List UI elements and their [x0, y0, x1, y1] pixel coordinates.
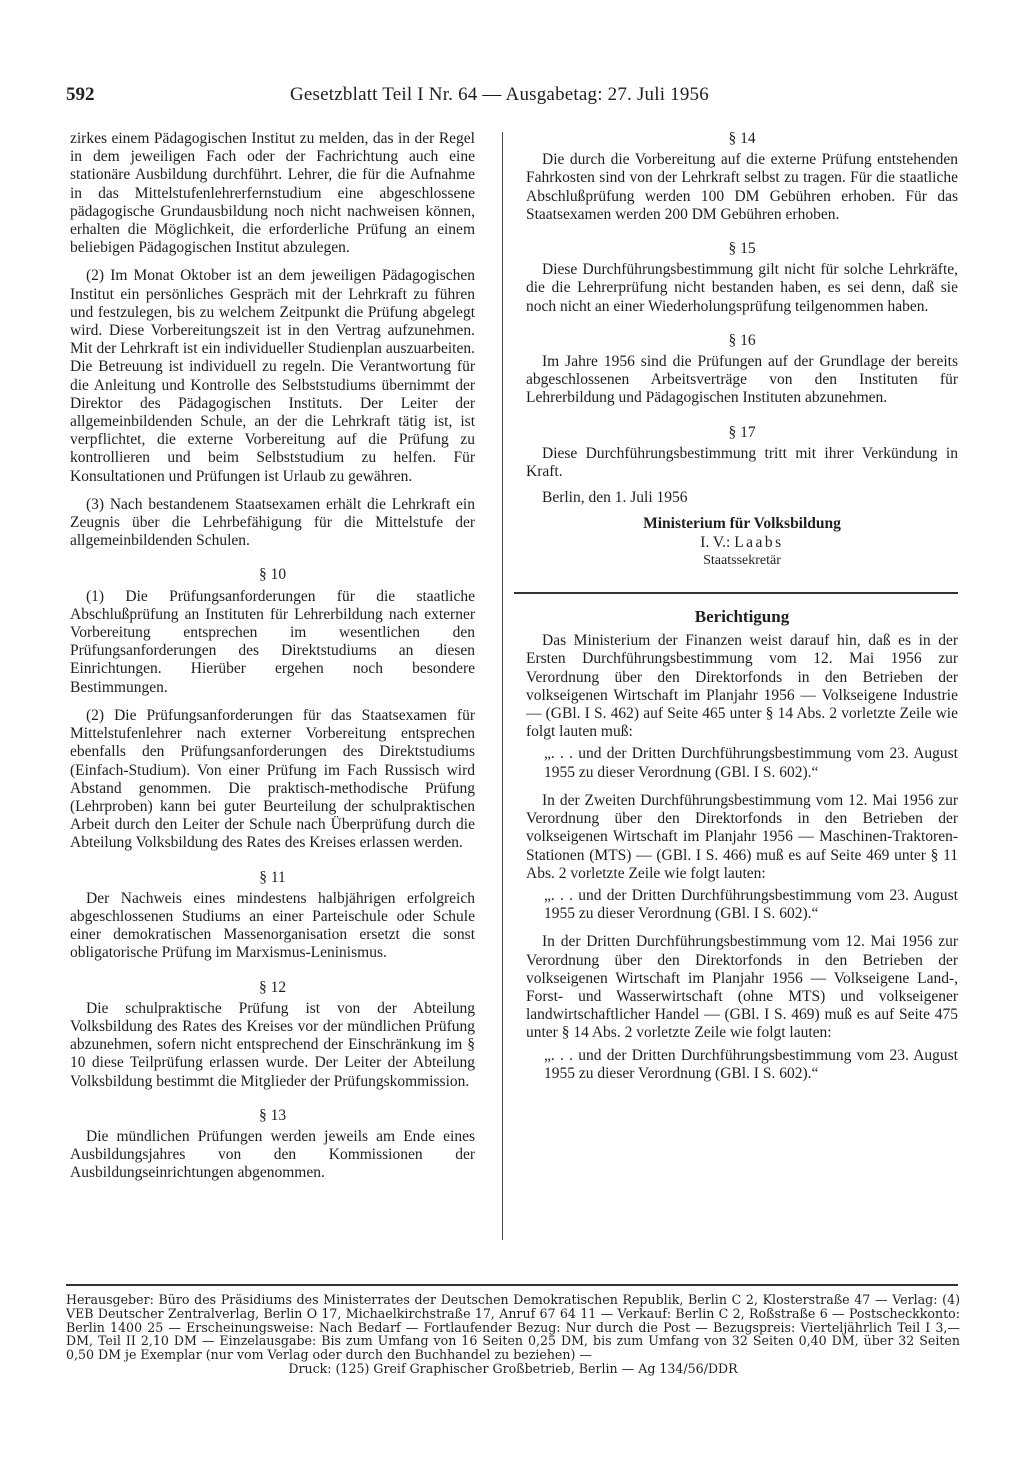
signature-prefix: I. V.:: [700, 533, 731, 551]
section-10-paragraph-2: (2) Die Prüfungsanforderungen für das Staatsexamen für Mittelstufenlehrer nach externer Vorbereitung entsprechen ebenfalls den Prüfungsanforderungen des Direktstudiums (Einfach-Studium). Von einer Prüfung im Fach Russisch wird Abstand genommen. Die praktisch-methodische Prüfung (Lehrproben) kann bei guter Beurteilung der schulpraktischen Arbeit durch den Leiter der Schule nach Überprüfung durch die Abteilung Volksbildung des Rates des Kreises erlassen werden.: [70, 706, 475, 852]
paragraph-2: (2) Im Monat Oktober ist an dem jeweiligen Pädagogischen Institut ein persönliches Gespräch mit der Lehrkraft zu führen und festzulegen, bis zu welchem Zeitpunkt die Prüfung abgelegt wird. Diese Vorbereitungszeit ist in den Vertrag aufzunehmen. Mit der Lehrkraft ist ein individueller Studienplan auszuarbeiten. Die Betreuung ist individuell zu regeln. Die Verantwortung für die Anleitung und Kontrolle des Selbststudiums übernimmt der Direktor des Pädagogischen Instituts. Der Leiter der allgemeinbildenden Schule, an der die Lehrkraft tätig ist, ist verpflichtet, die externe Vorbereitung auf die Prüfung zu kontrollieren und beim Selbststudium zu helfen. Für Konsultationen und Prüfungen ist Urlaub zu gewähren.: [70, 267, 475, 485]
section-15-paragraph: Diese Durchführungsbestimmung gilt nicht für solche Lehrkräfte, die die Lehrerprüfung nicht bestanden haben, es sei denn, daß sie noch nicht an einer Wiederholungsprüfung teilgenommen haben.: [526, 261, 958, 315]
berichtigung-quote-1: „. . . und der Dritten Durchführungsbestimmung vom 23. August 1955 zu dieser Verordnung (GBl. I S. 602).“: [544, 745, 958, 781]
paragraph-continuation: zirkes einem Pädagogischen Institut zu melden, das in der Regel in dem jeweiligen Fach oder der Fachrichtung auch eine stationäre Ausbildung durchführt. Lehrer, die für die Aufnahme in das Mittelstufenlehrerfernstudium eine abgeschlossene pädagogische Grundausbildung noch nicht nachweisen können, erhalten die Möglichkeit, die erforderliche Prüfung an einem beliebigen Pädagogischen Institut abzulegen.: [70, 130, 475, 257]
section-17-heading: § 17: [728, 423, 756, 441]
signatory-name: Laabs: [734, 533, 784, 551]
section-10-paragraph-1: (1) Die Prüfungsanforderungen für die staatliche Abschlußprüfung an Instituten für Lehrerbildung nach externer Vorbereitung entsprechen im wesentlichen den Prüfungsanforderungen des Direktstudiums an diesen Einrichtungen. Hierüber ergehen noch besondere Bestimmungen.: [70, 587, 475, 696]
paragraph-3: (3) Nach bestandenem Staatsexamen erhält die Lehrkraft ein Zeugnis über die Lehrbefähigung für die Mittelstufe der allgemeinbildenden Schulen.: [70, 495, 475, 550]
imprint-footer: [66, 1293, 960, 1376]
section-12-paragraph: Die schulpraktische Prüfung ist von der Abteilung Volksbildung des Rates des Kreises vor der mündlichen Prüfung abzunehmen, sofern nicht entsprechend der Einschränkung im § 10 diese Teilprüfung erlassen wurde. Der Leiter der Abteilung Volksbildung bestimmt die Mitglieder der Prüfungskommission.: [70, 999, 475, 1090]
section-14-paragraph: Die durch die Vorbereitung auf die externe Prüfung entstehenden Fahrkosten sind von der Lehrkraft selbst zu tragen. Für die staatliche Abschlußprüfung werden 100 DM Gebühren erhoben. Für das Staatsexamen werden 200 DM Gebühren erhoben.: [526, 151, 958, 223]
section-17-paragraph: Diese Durchführungsbestimmung tritt mit ihrer Verkündung in Kraft.: [526, 444, 958, 481]
signature-line: [526, 534, 958, 552]
berichtigung-title: Berichtigung: [694, 607, 790, 627]
berichtigung-quote-3: „. . . und der Dritten Durchführungsbestimmung vom 23. August 1955 zu dieser Verordnung (GBl. I S. 602).“: [544, 1046, 958, 1082]
section-12-heading: § 12: [258, 978, 287, 996]
section-11-paragraph: Der Nachweis eines mindestens halbjährigen erfolgreich abgeschlossenen Studiums an einer Parteischule oder Schule einer demokratischen Massenorganisation ersetzt die sonst obligatorische Prüfung im Marxismus-Leninismus.: [70, 889, 475, 962]
footer-rule: [66, 1284, 958, 1286]
header-title: Gesetzblatt Teil I Nr. 64 — Ausgabetag: 27. Juli 1956: [290, 84, 709, 105]
imprint-print-line: Druck: (125) Greif Graphischer Großbetrieb, Berlin — Ag 134/56/DDR: [288, 1360, 738, 1376]
section-10-heading: § 10: [258, 566, 287, 584]
berichtigung-paragraph-1: Das Ministerium der Finanzen weist darauf hin, daß es in der Ersten Durchführungsbestimmung vom 12. Mai 1956 zur Verordnung über den Direktorfonds in den Betrieben der volkseigenen Wirtschaft im Planjahr 1956 — Volkseigene Industrie — (GBl. I S. 462) auf Seite 465 unter § 14 Abs. 2 vorletzte Zeile wie folgt lauten muß:: [526, 632, 958, 741]
section-14-heading: § 14: [728, 130, 756, 147]
berichtigung-quote-2: „. . . und der Dritten Durchführungsbestimmung vom 23. August 1955 zu dieser Verordnung (GBl. I S. 602).“: [544, 886, 958, 923]
column-divider: [502, 132, 503, 1240]
signatory-role: Staatssekretär: [703, 552, 781, 568]
place-and-date: Berlin, den 1. Juli 1956: [542, 489, 688, 507]
section-15-heading: § 15: [728, 240, 756, 258]
section-11-heading: § 11: [259, 868, 286, 886]
berichtigung-paragraph-3: In der Dritten Durchführungsbestimmung vom 12. Mai 1956 zur Verordnung über den Direktorfonds in den Betrieben der volkseigenen Wirtschaft im Planjahr 1956 — Volkseigene Land-, Forst- und Wasserwirtschaft (ohne MTS) und volkseigener landwirtschaftlicher Handel — (GBl. I S. 469) muß es auf Seite 475 unter § 14 Abs. 2 vorletzte Zeile wie folgt lauten:: [526, 933, 958, 1042]
section-13-paragraph: Die mündlichen Prüfungen werden jeweils am Ende eines Ausbildungsjahres von den Kommissionen der Ausbildungseinrichtungen abgenommen.: [70, 1127, 475, 1182]
section-16-paragraph: Im Jahre 1956 sind die Prüfungen auf der Grundlage der bereits abgeschlossenen Arbeitsverträge von den Instituten für Lehrerbildung und Pädagogischen Instituten abzunehmen.: [526, 353, 958, 407]
section-rule: [514, 592, 958, 594]
page-header: [66, 84, 958, 114]
section-13-heading: § 13: [258, 1106, 287, 1124]
right-column: [526, 130, 958, 1083]
page-number: 592: [66, 84, 95, 105]
imprint-text: Herausgeber: Büro des Präsidiums des Ministerrates der Deutschen Demokratischen Republik, Berlin C 2, Klosterstraße 47 — Verlag: (4) VEB Deutscher Zentralverlag, Berlin O 17, Michaelkirchstraße 17, Anruf 67 64 11 — Verkauf: Berlin C 2, Roßstraße 6 — Postscheckkonto: Berlin 1400 25 — Erscheinungsweise: Nach Bedarf — Fortlaufender Bezug: Nur durch die Post — Bezugspreis: Vierteljährlich Teil I 3,— DM, Teil II 2,10 DM — Einzelausgabe: Bis zum Umfang von 16 Seiten 0,25 DM, bis zum Umfang von 32 Seiten 0,40 DM, über 32 Seiten 0,50 DM je Exemplar (nur vom Verlag oder durch den Buchhandel zu beziehen) —: [66, 1292, 960, 1363]
left-column: [70, 130, 475, 1183]
ministry-name: Ministerium für Volksbildung: [643, 515, 841, 533]
berichtigung-paragraph-2: In der Zweiten Durchführungsbestimmung vom 12. Mai 1956 zur Verordnung über den Direktorfonds in den Betrieben der volkseigenen Wirtschaft im Planjahr 1956 — Maschinen-Traktoren-Stationen (MTS) — (GBl. I S. 466) muß es auf Seite 469 unter § 11 Abs. 2 vorletzte Zeile wie folgt lauten:: [526, 791, 958, 882]
section-16-heading: § 16: [728, 331, 756, 349]
